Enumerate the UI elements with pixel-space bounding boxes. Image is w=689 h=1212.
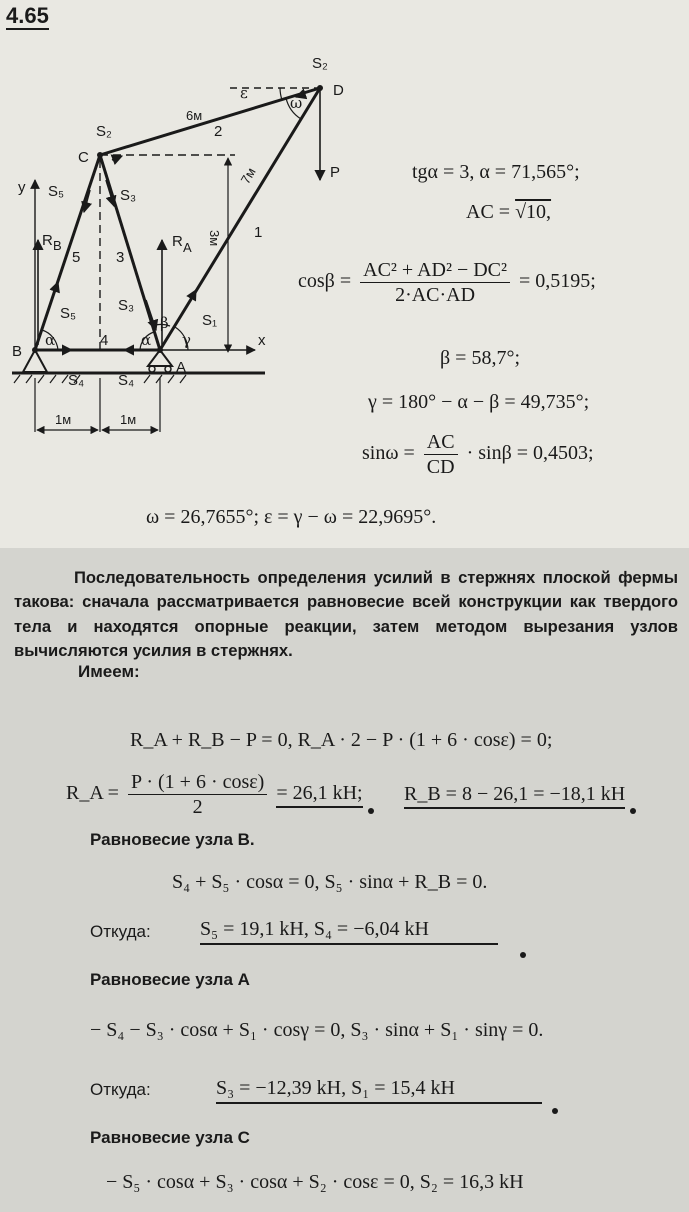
formula-sin-omega	[362, 430, 594, 479]
arrow-s1	[186, 290, 196, 308]
support-b	[23, 350, 47, 372]
bar-2	[100, 88, 320, 155]
node-b-title: Равновесие узла B.	[90, 830, 255, 849]
node-c-equations: − S₅ · cosα + S₃ · cosα + S₂ · cosε = 0, S₂ = 16,3 kH	[106, 1171, 524, 1193]
angle-alpha-b: α	[45, 331, 56, 349]
formula-cos-beta-den: 2·AC·AD	[395, 284, 476, 306]
label-s1: S₁	[202, 312, 218, 329]
label-ra-sub: A	[183, 240, 192, 255]
ra-num: P · (1 + 6 · cosε)	[128, 770, 267, 795]
label-node-c: C	[78, 149, 89, 166]
label-s5-lower: S₅	[60, 305, 77, 322]
ra-fraction	[128, 770, 267, 819]
node-a-result	[216, 1076, 542, 1104]
label-p: P	[330, 164, 341, 181]
label-ra: R	[172, 233, 183, 250]
label-rb: R	[42, 232, 53, 249]
label-bar-2: 2	[214, 123, 223, 140]
angle-alpha-a: α	[141, 331, 152, 349]
label-node-a: A	[176, 359, 187, 376]
node-b	[32, 347, 38, 353]
label-bar-1: 1	[254, 224, 263, 241]
imeem-label: Имеем:	[78, 662, 140, 681]
formula-tg-alpha: tgα = 3, α = 71,565°;	[412, 161, 580, 183]
formula-sin-omega-fraction	[424, 430, 458, 479]
formula-sin-omega-rhs: · sinβ = 0,4503;	[466, 442, 594, 465]
node-b-result	[200, 917, 498, 945]
angle-beta: β	[160, 314, 169, 332]
dim-3m-label: 3м	[207, 230, 222, 247]
label-s4-left: S₄	[68, 372, 85, 389]
angle-gamma: γ	[182, 331, 191, 349]
label-s4-right: S₄	[118, 372, 135, 389]
node-c-title: Равновесие узла C	[90, 1128, 250, 1147]
ra-den: 2	[192, 796, 203, 818]
formula-cos-beta-fraction	[360, 258, 510, 307]
ra-value: = 26,1 kH;	[276, 782, 362, 808]
angle-omega: ω	[290, 94, 303, 112]
formula-cos-beta-rhs: = 0,5195;	[519, 270, 596, 293]
node-b-equations: S₄ + S₅ · cosα = 0, S₅ · sinα + R_B = 0.	[172, 871, 488, 893]
end-dot	[552, 1108, 558, 1114]
arrow-s2-c	[112, 156, 122, 160]
label-bar-5: 5	[72, 249, 81, 266]
formula-gamma: γ = 180° − α − β = 49,735°;	[368, 391, 590, 413]
equilibrium-equations: R_A + R_B − P = 0, R_A · 2 − P · (1 + 6 · cosε) = 0;	[130, 729, 553, 751]
label-bar-4: 4	[100, 332, 109, 349]
formula-ac-sqrt: √10,	[515, 201, 552, 223]
formula-ac-lhs: AC =	[466, 201, 511, 223]
dim-1m-left-label: 1м	[55, 412, 72, 427]
label-6m: 6м	[186, 108, 203, 123]
formula-cos-beta-lhs: cosβ =	[298, 270, 352, 293]
end-dot	[520, 952, 526, 958]
formula-sin-omega-num: AC	[424, 430, 458, 455]
formula-beta: β = 58,7°;	[440, 347, 521, 369]
node-a-equations: − S₄ − S₃ · cosα + S₁ · cosγ = 0, S₃ · sinα + S₁ · sinγ = 0.	[90, 1019, 544, 1041]
intro-paragraph: Последовательность определения усилий в стержнях плоской фермы такова: сначала рассматривается равновесие всей конструкции как твердого тела и находятся опорные реакции, затем методом вырезания узлов вычисляются усилия в стержнях.	[14, 568, 678, 660]
end-dot	[630, 808, 636, 814]
y-axis-label: y	[18, 179, 26, 196]
x-axis-label: x	[258, 332, 266, 349]
problem-number: 4.65	[6, 3, 49, 28]
rb-value-text: R_B = 8 − 26,1 = −18,1 kH	[404, 783, 625, 809]
otkuda-label-1: Откуда:	[90, 922, 151, 941]
formula-ac	[466, 200, 551, 224]
node-a-result-text: S₃ = −12,39 kH, S₁ = 15,4 kH	[216, 1076, 542, 1104]
ra-lhs: R_A =	[66, 782, 119, 805]
formula-sin-omega-den: CD	[426, 456, 455, 478]
label-rb-sub: B	[53, 238, 62, 253]
label-s5-upper: S₅	[48, 183, 65, 200]
bar-3	[100, 155, 160, 350]
node-a-title: Равновесие узла A	[90, 970, 250, 989]
label-s2-top: S₂	[312, 55, 328, 72]
node-a	[157, 347, 163, 353]
formula-omega-epsilon: ω = 26,7655°; ε = γ − ω = 22,9695°.	[146, 506, 437, 528]
arc-epsilon	[280, 88, 282, 100]
otkuda-label-2: Откуда:	[90, 1080, 151, 1099]
dim-1m-right-label: 1м	[120, 412, 137, 427]
angle-epsilon: ε	[240, 84, 248, 102]
node-b-result-text: S₅ = 19,1 kH, S₄ = −6,04 kH	[200, 917, 498, 945]
end-dot	[368, 808, 374, 814]
label-node-d: D	[333, 82, 344, 99]
node-c	[97, 152, 103, 158]
rb-value	[404, 782, 625, 806]
label-s3-upper: S₃	[120, 187, 137, 204]
formula-cos-beta	[298, 258, 596, 307]
formula-cos-beta-num: AC² + AD² − DC²	[360, 258, 510, 283]
formula-sin-omega-lhs: sinω =	[362, 442, 415, 465]
label-bar-3: 3	[116, 249, 125, 266]
label-s3-lower: S₃	[118, 297, 135, 314]
label-s2-c: S₂	[96, 123, 112, 140]
arrow-s5-lower	[48, 282, 58, 310]
label-node-b: B	[12, 343, 23, 360]
label-7m: 7м	[237, 164, 259, 187]
bar-1	[160, 88, 320, 350]
truss-figure	[0, 40, 360, 450]
ra-formula	[66, 770, 363, 819]
